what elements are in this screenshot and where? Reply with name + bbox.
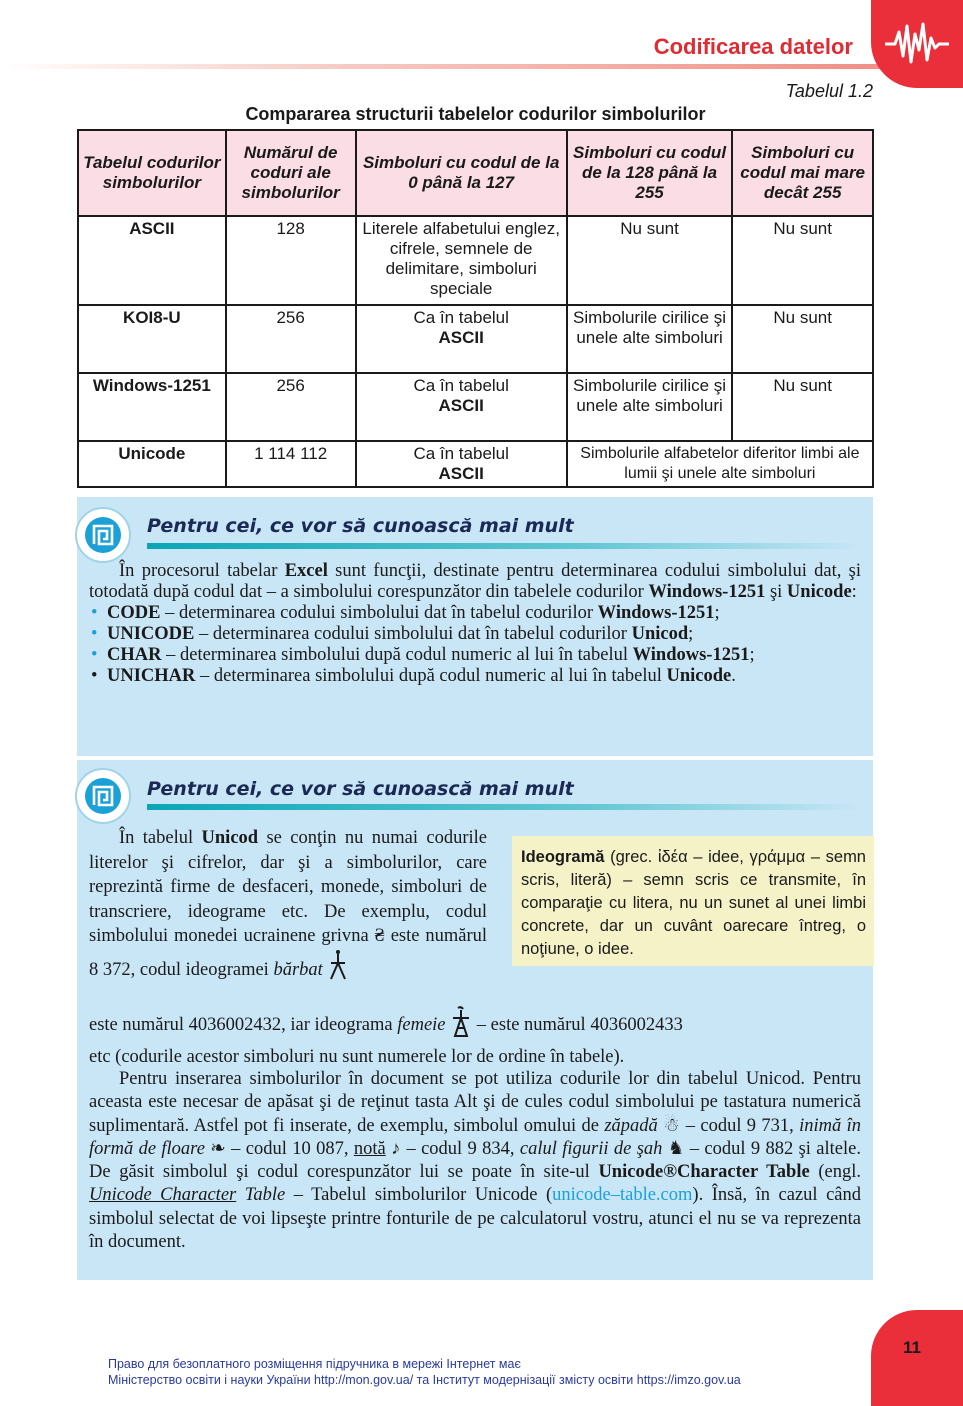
cell-128-255: Simbolurile cirilice şi unele alte simboluri: [567, 305, 733, 373]
text-run: Table: [244, 1185, 286, 1206]
function-name: UNICHAR: [107, 666, 196, 686]
unicode-paragraph-1c: – este numărul 4036002433: [472, 1015, 683, 1035]
unicode-paragraph-1-text: În tabelul Unicod se conţin nu numai codurile literelor şi cifrelor, dar şi a simbolurilor, care reprezintă firme de desfaceri, monede, simboluri de transcriere, ideograme etc. De exemplu, codul simbolului monedei ucrainene grivna ₴ este numărul 8 372, codul ideogramei bărbat: [89, 828, 487, 980]
bullet-dot: •: [91, 603, 98, 623]
cell-count: 128: [226, 216, 356, 305]
table-header-row: [78, 130, 873, 216]
excel-intro: În procesorul tabelar Excel sunt funcţii, destinate pentru determinarea codului simbolului dat, şi totodată după codul dat – a simbolului corespunzător din tabelele codurilor Windows-1251 şi Unicode:: [89, 561, 861, 602]
info-box-icon: [75, 507, 131, 563]
cell-bold: ASCII: [438, 396, 484, 415]
unicode-paragraph-1: [89, 826, 487, 983]
punctuation: ;: [714, 603, 720, 623]
chapter-title: Codificarea datelor: [653, 34, 853, 59]
cell-bold: ASCII: [438, 464, 484, 483]
footer-notice: [108, 1356, 741, 1388]
punctuation: .: [731, 666, 736, 686]
punctuation: ;: [749, 645, 755, 665]
waveform-icon: [885, 20, 949, 68]
info-box-title: Pentru cei, ce vor să cunoască mai mult: [147, 515, 574, 537]
table-name: Unicod: [631, 624, 689, 644]
function-desc: – determinarea codului simbolului dat în tabelul codurilor: [160, 603, 598, 623]
table-caption: Compararea structurii tabelelor codurilor simbolurilor: [245, 104, 706, 124]
definition-box: [512, 836, 874, 966]
text-run: femeie: [397, 1015, 446, 1035]
text-run: bărbat: [273, 959, 323, 980]
bullet-dot: •: [91, 666, 98, 686]
info-box-icon: [75, 768, 131, 824]
punctuation: ;: [688, 624, 694, 644]
text-run: Unicod: [201, 828, 259, 848]
col-header-table: Tabelul codurilor simbolurilor: [78, 130, 226, 216]
col-header-above-255: Simboluri cu codul mai mare decât 255: [732, 130, 873, 216]
text-run: Unicode Character: [89, 1185, 237, 1206]
page-number-badge: [871, 1310, 963, 1406]
col-header-count: Numărul de coduri ale simbolurilor: [226, 130, 356, 216]
text-run: inimă în formă de floare: [89, 1115, 861, 1159]
cell-above-255: Nu sunt: [732, 305, 873, 373]
table-row: [78, 441, 873, 487]
unicode-paragraph-1-cont: [89, 1006, 861, 1038]
definition-text: [521, 846, 866, 961]
text-run: notă: [353, 1138, 386, 1159]
unicode-text-column: [89, 826, 487, 983]
function-name: CODE: [107, 603, 161, 623]
table-row: [78, 373, 873, 441]
unicode-paragraph-1b: este numărul 4036002432, iar ideograma femeie: [89, 1015, 446, 1035]
info-box-title: Pentru cei, ce vor să cunoască mai mult: [147, 778, 574, 800]
function-name: CHAR: [107, 645, 162, 665]
cell-text: Ca în tabelul: [413, 308, 509, 327]
function-name: UNICODE: [107, 624, 195, 644]
table-row: [78, 216, 873, 305]
cell-0-127: [356, 305, 567, 373]
header-rule: [0, 64, 880, 69]
cell-0-127: [356, 373, 567, 441]
cell-0-127: [356, 441, 567, 487]
cell-above-255: Nu sunt: [732, 216, 873, 305]
cell-merged: Simbolurile alfabetelor diferitor limbi ale lumii şi unele alte simboluri: [567, 441, 873, 487]
cell-128-255: Nu sunt: [567, 216, 733, 305]
spiral-icon: [85, 778, 121, 814]
text-run: zăpadă: [604, 1115, 658, 1136]
function-desc: – determinarea simbolului după codul numeric al lui în tabelul: [161, 645, 633, 665]
bullet-dot: •: [91, 624, 98, 644]
text-run: Unicode®Character Table: [598, 1162, 810, 1183]
unicode-paragraph-2: Pentru inserarea simbolurilor în document se pot utiliza codurile lor din tabelul Unicod. Pentru aceasta este necesar de apăsat şi de reţinut tasta Alt şi de cules codul simbolului pe tastatura numerică suplimentară. Astfel pot fi inserate, de exemplu, simbolul omului de zăpadă ☃ – codul 9 731, inimă în formă de floare ❧ – codul 10 087, notă ♪ – codul 9 834, calul figurii de şah ♞ – codul 9 882 şi altele. De găsit simbolul şi codul corespunzător lui se poate în site-ul Unicode®Character Table (engl. Unicode Character Table – Tabelul simbolurilor Unicode (unicode–table.com). Însă, în cazul când simbolul selectat de voi lipseşte printre fonturile de pe calculatorul vostru, atunci el nu se va reprezenta în document.: [89, 1069, 862, 1253]
cell-name: Unicode: [78, 441, 226, 487]
site-link[interactable]: unicode–table.com: [552, 1185, 693, 1206]
unicode-paragraph-1d: etc (codurile acestor simboluri nu sunt numerele lor de ordine în tabele).: [89, 1047, 625, 1067]
unicode-text-full: [89, 1006, 861, 1254]
definition-body: (grec. ἰδέα – idee, γράμμα – semn scris, literă) – semn scris ce transmite, în comparaţie cu litera, nu un sunet al unei limbi concrete, dar un cuvânt oarecare întreg, o noţiune, o idee.: [521, 848, 866, 958]
info-box-rule: [147, 543, 863, 549]
cell-0-127: Literele alfabetului englez, cifrele, semnele de delimitare, simboluri speciale: [356, 216, 567, 305]
text-run: Windows-1251: [648, 582, 766, 602]
text-run: Excel: [284, 561, 328, 581]
cell-name: KOI8-U: [78, 305, 226, 373]
cell-name: ASCII: [78, 216, 226, 305]
cell-count: 256: [226, 373, 356, 441]
table-number: Tabelul 1.2: [785, 81, 873, 101]
cell-text: Ca în tabelul: [413, 444, 509, 463]
list-item: [89, 624, 861, 645]
table-name: Windows-1251: [597, 603, 715, 623]
function-desc: – determinarea codului simbolului dat în tabelul codurilor: [194, 624, 632, 644]
table-row: [78, 305, 873, 373]
bullet-dot: •: [91, 645, 98, 665]
cell-128-255: Simbolurile cirilice şi unele alte simboluri: [567, 373, 733, 441]
function-list: [89, 603, 861, 687]
cell-count: 1 114 112: [226, 441, 356, 487]
page-number: 11: [903, 1338, 921, 1357]
text-run: calul figurii de şah: [519, 1138, 663, 1159]
cell-count: 256: [226, 305, 356, 373]
list-item: [89, 645, 861, 666]
man-ideogram-icon: [327, 949, 349, 981]
col-header-128-255: Simboluri cu codul de la 128 până la 255: [567, 130, 733, 216]
codes-table: [77, 129, 874, 488]
table-name: Unicode: [666, 666, 732, 686]
list-item: [89, 666, 861, 687]
footer-line-2: Міністерство освіти і науки України http://mon.gov.ua/ та Інститут модернізації змісту освіти https://imzo.gov.ua: [108, 1373, 741, 1387]
text-run: Unicode: [786, 582, 852, 602]
info-box-excel: [77, 497, 873, 756]
info-box-text: [89, 561, 861, 687]
cell-text: Ca în tabelul: [413, 376, 509, 395]
definition-term: Ideogramă: [521, 848, 605, 866]
spiral-icon: [85, 517, 121, 553]
info-box-rule: [147, 804, 863, 810]
woman-ideogram-icon: [450, 1006, 472, 1038]
cell-above-255: Nu sunt: [732, 373, 873, 441]
table-name: Windows-1251: [632, 645, 750, 665]
col-header-0-127: Simboluri cu codul de la 0 până la 127: [356, 130, 567, 216]
function-desc: – determinarea simbolului după codul numeric al lui în tabelul: [195, 666, 667, 686]
footer-line-1: Право для безоплатного розміщення підручника в мережі Інтернет має: [108, 1357, 521, 1371]
cell-name: Windows-1251: [78, 373, 226, 441]
list-item: [89, 603, 861, 624]
chapter-badge: [871, 0, 963, 88]
cell-bold: ASCII: [438, 328, 484, 347]
